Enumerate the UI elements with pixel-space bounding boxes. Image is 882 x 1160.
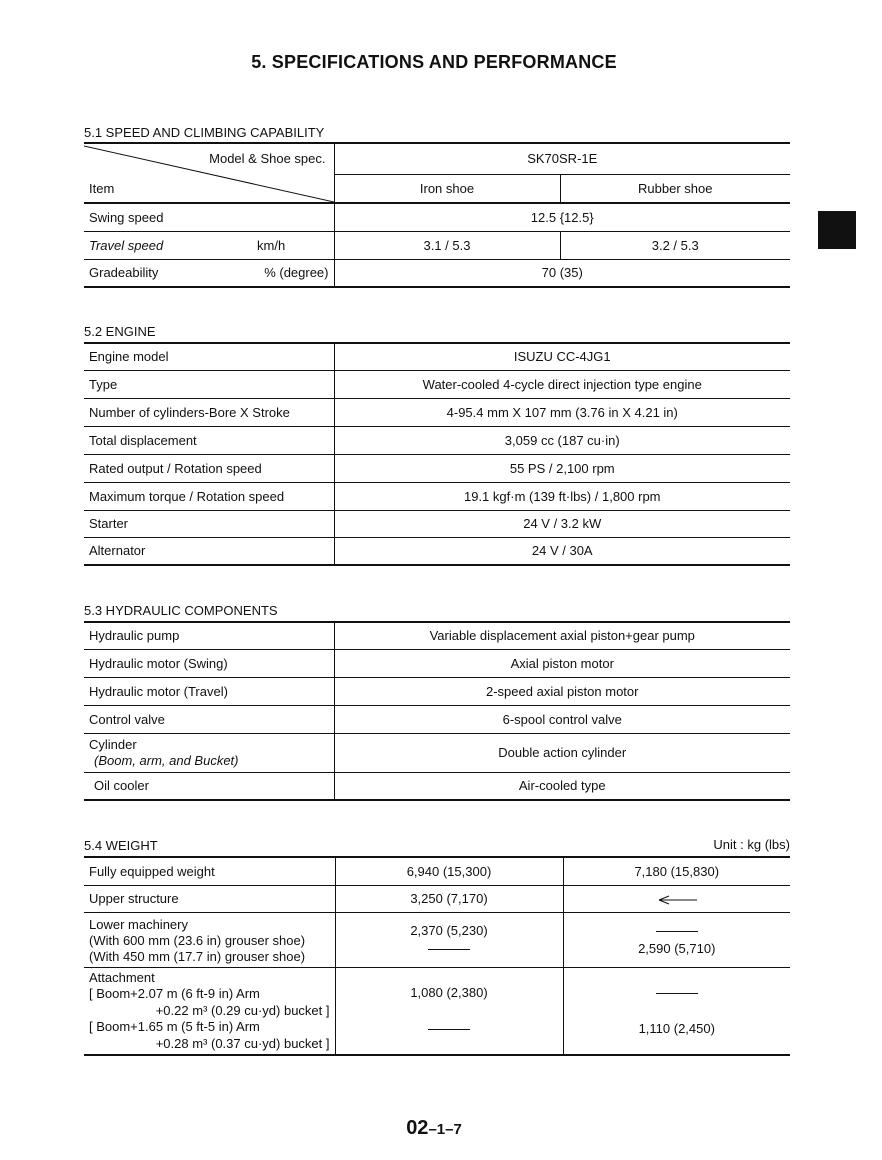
row-sublabel: +0.22 m³ (0.29 cu·yd) bucket ] <box>155 1002 330 1018</box>
table-row <box>84 912 790 967</box>
row-label: Maximum torque / Rotation speed <box>84 482 334 510</box>
engine-table <box>84 342 790 566</box>
row-label: Control valve <box>84 705 334 733</box>
swing-speed-value: 12.5 {12.5} <box>334 203 790 231</box>
page-number <box>0 1117 868 1140</box>
table-row <box>84 482 790 510</box>
row-value: 4-95.4 mm X 107 mm (3.76 in X 4.21 in) <box>334 398 790 426</box>
row-value: Air-cooled type <box>334 772 790 800</box>
row-label: Oil cooler <box>94 778 149 794</box>
table-row <box>84 772 790 800</box>
row-value: 2-speed axial piston motor <box>334 677 790 705</box>
row-label: Lower machinery <box>89 916 188 932</box>
table-row <box>84 370 790 398</box>
iron-weight-cell <box>335 967 563 1055</box>
row-value: 55 PS / 2,100 rpm <box>334 454 790 482</box>
row-value: 24 V / 3.2 kW <box>334 510 790 537</box>
row-label-group <box>84 733 334 772</box>
not-applicable-dash <box>656 993 698 994</box>
model-header: SK70SR-1E <box>334 143 790 174</box>
section-tab-marker <box>818 211 856 249</box>
table-row <box>84 622 790 649</box>
row-value: Axial piston motor <box>334 649 790 677</box>
row-label: Rated output / Rotation speed <box>84 454 334 482</box>
table-row <box>84 857 790 885</box>
travel-speed-rubber: 3.2 / 5.3 <box>560 231 790 259</box>
row-label: Type <box>84 370 334 398</box>
rubber-shoe-header: Rubber shoe <box>560 174 790 203</box>
row-value: Variable displacement axial piston+gear pump <box>334 622 790 649</box>
section-heading-speed: 5.1 SPEED AND CLIMBING CAPABILITY <box>84 125 325 140</box>
table-row <box>84 649 790 677</box>
iron-weight: 1,080 (2,380) <box>410 984 488 1000</box>
corner-header-cell <box>84 143 334 203</box>
page-number-suffix: –1–7 <box>428 1121 462 1138</box>
row-unit: % (degree) <box>264 265 329 281</box>
row-value: 24 V / 30A <box>334 537 790 565</box>
rubber-weight: 1,110 (2,450) <box>638 1020 715 1036</box>
row-sublabel: [ Boom+1.65 m (5 ft-5 in) Arm <box>89 1019 260 1034</box>
row-label: Alternator <box>89 543 146 559</box>
iron-shoe-header: Iron shoe <box>334 174 560 203</box>
table-row <box>84 510 790 537</box>
table-row <box>84 259 790 287</box>
table-row <box>84 677 790 705</box>
not-applicable-dash <box>656 931 698 932</box>
row-value: Double action cylinder <box>334 733 790 772</box>
table-row <box>84 203 790 231</box>
row-sublabel: (With 450 mm (17.7 in) grouser shoe) <box>89 948 306 964</box>
unit-note: Unit : kg (lbs) <box>713 837 790 852</box>
table-row <box>84 343 790 370</box>
row-sublabel: (Boom, arm, and Bucket) <box>94 752 239 768</box>
speed-table <box>84 142 790 288</box>
table-row <box>84 454 790 482</box>
hydraulic-table <box>84 621 790 801</box>
same-as-left-arrow-icon <box>563 885 790 912</box>
table-row <box>84 231 790 259</box>
iron-weight: 6,940 (15,300) <box>335 857 563 885</box>
row-label: Hydraulic pump <box>84 622 334 649</box>
row-label: Total displacement <box>84 426 334 454</box>
row-sublabel: (With 600 mm (23.6 in) grouser shoe) <box>89 932 306 948</box>
corner-header-top: Model & Shoe spec. <box>209 151 326 166</box>
section-heading-hydraulic: 5.3 HYDRAULIC COMPONENTS <box>84 603 278 618</box>
table-row <box>84 398 790 426</box>
row-value: Water-cooled 4-cycle direct injection type engine <box>334 370 790 398</box>
not-applicable-dash <box>428 949 470 950</box>
page-title: 5. SPECIFICATIONS AND PERFORMANCE <box>251 52 617 72</box>
row-label: Swing speed <box>84 203 334 231</box>
row-value: 6-spool control valve <box>334 705 790 733</box>
page-number-main: 02 <box>406 1117 429 1139</box>
row-value: ISUZU CC-4JG1 <box>334 343 790 370</box>
row-label: Hydraulic motor (Swing) <box>84 649 334 677</box>
table-row <box>84 537 790 565</box>
section-heading-weight: 5.4 WEIGHT <box>84 838 158 853</box>
travel-speed-iron: 3.1 / 5.3 <box>334 231 560 259</box>
table-row <box>84 885 790 912</box>
table-row <box>84 967 790 1055</box>
row-label: Upper structure <box>84 885 335 912</box>
row-unit: km/h <box>252 231 334 259</box>
row-label: Engine model <box>84 343 334 370</box>
iron-weight-cell <box>335 912 563 967</box>
table-row <box>84 705 790 733</box>
row-value: 19.1 kgf·m (139 ft·lbs) / 1,800 rpm <box>334 482 790 510</box>
section-heading-engine: 5.2 ENGINE <box>84 324 156 339</box>
row-label: Travel speed <box>84 231 252 259</box>
iron-weight: 2,370 (5,230) <box>410 922 488 938</box>
weight-table <box>84 856 790 1056</box>
gradeability-value: 70 (35) <box>334 259 790 287</box>
row-label-group <box>84 967 335 1055</box>
row-label: Attachment <box>89 969 155 985</box>
row-label-group <box>84 912 335 967</box>
row-label: Fully equipped weight <box>84 857 335 885</box>
iron-weight: 3,250 (7,170) <box>335 885 563 912</box>
not-applicable-dash <box>428 1029 470 1030</box>
row-label: Hydraulic motor (Travel) <box>84 677 334 705</box>
corner-header-bottom: Item <box>89 181 115 196</box>
table-row <box>84 733 790 772</box>
rubber-weight-cell <box>563 912 790 967</box>
row-label: Gradeability <box>89 265 159 281</box>
table-row <box>84 426 790 454</box>
row-sublabel: [ Boom+2.07 m (6 ft-9 in) Arm <box>89 986 260 1001</box>
row-label: Starter <box>84 510 334 537</box>
row-label: Number of cylinders-Bore X Stroke <box>84 398 334 426</box>
row-value: 3,059 cc (187 cu·in) <box>334 426 790 454</box>
rubber-weight: 7,180 (15,830) <box>563 857 790 885</box>
row-label: Cylinder <box>89 736 137 752</box>
rubber-weight-cell <box>563 967 790 1055</box>
rubber-weight: 2,590 (5,710) <box>638 940 716 956</box>
row-sublabel: +0.28 m³ (0.37 cu·yd) bucket ] <box>155 1035 330 1051</box>
